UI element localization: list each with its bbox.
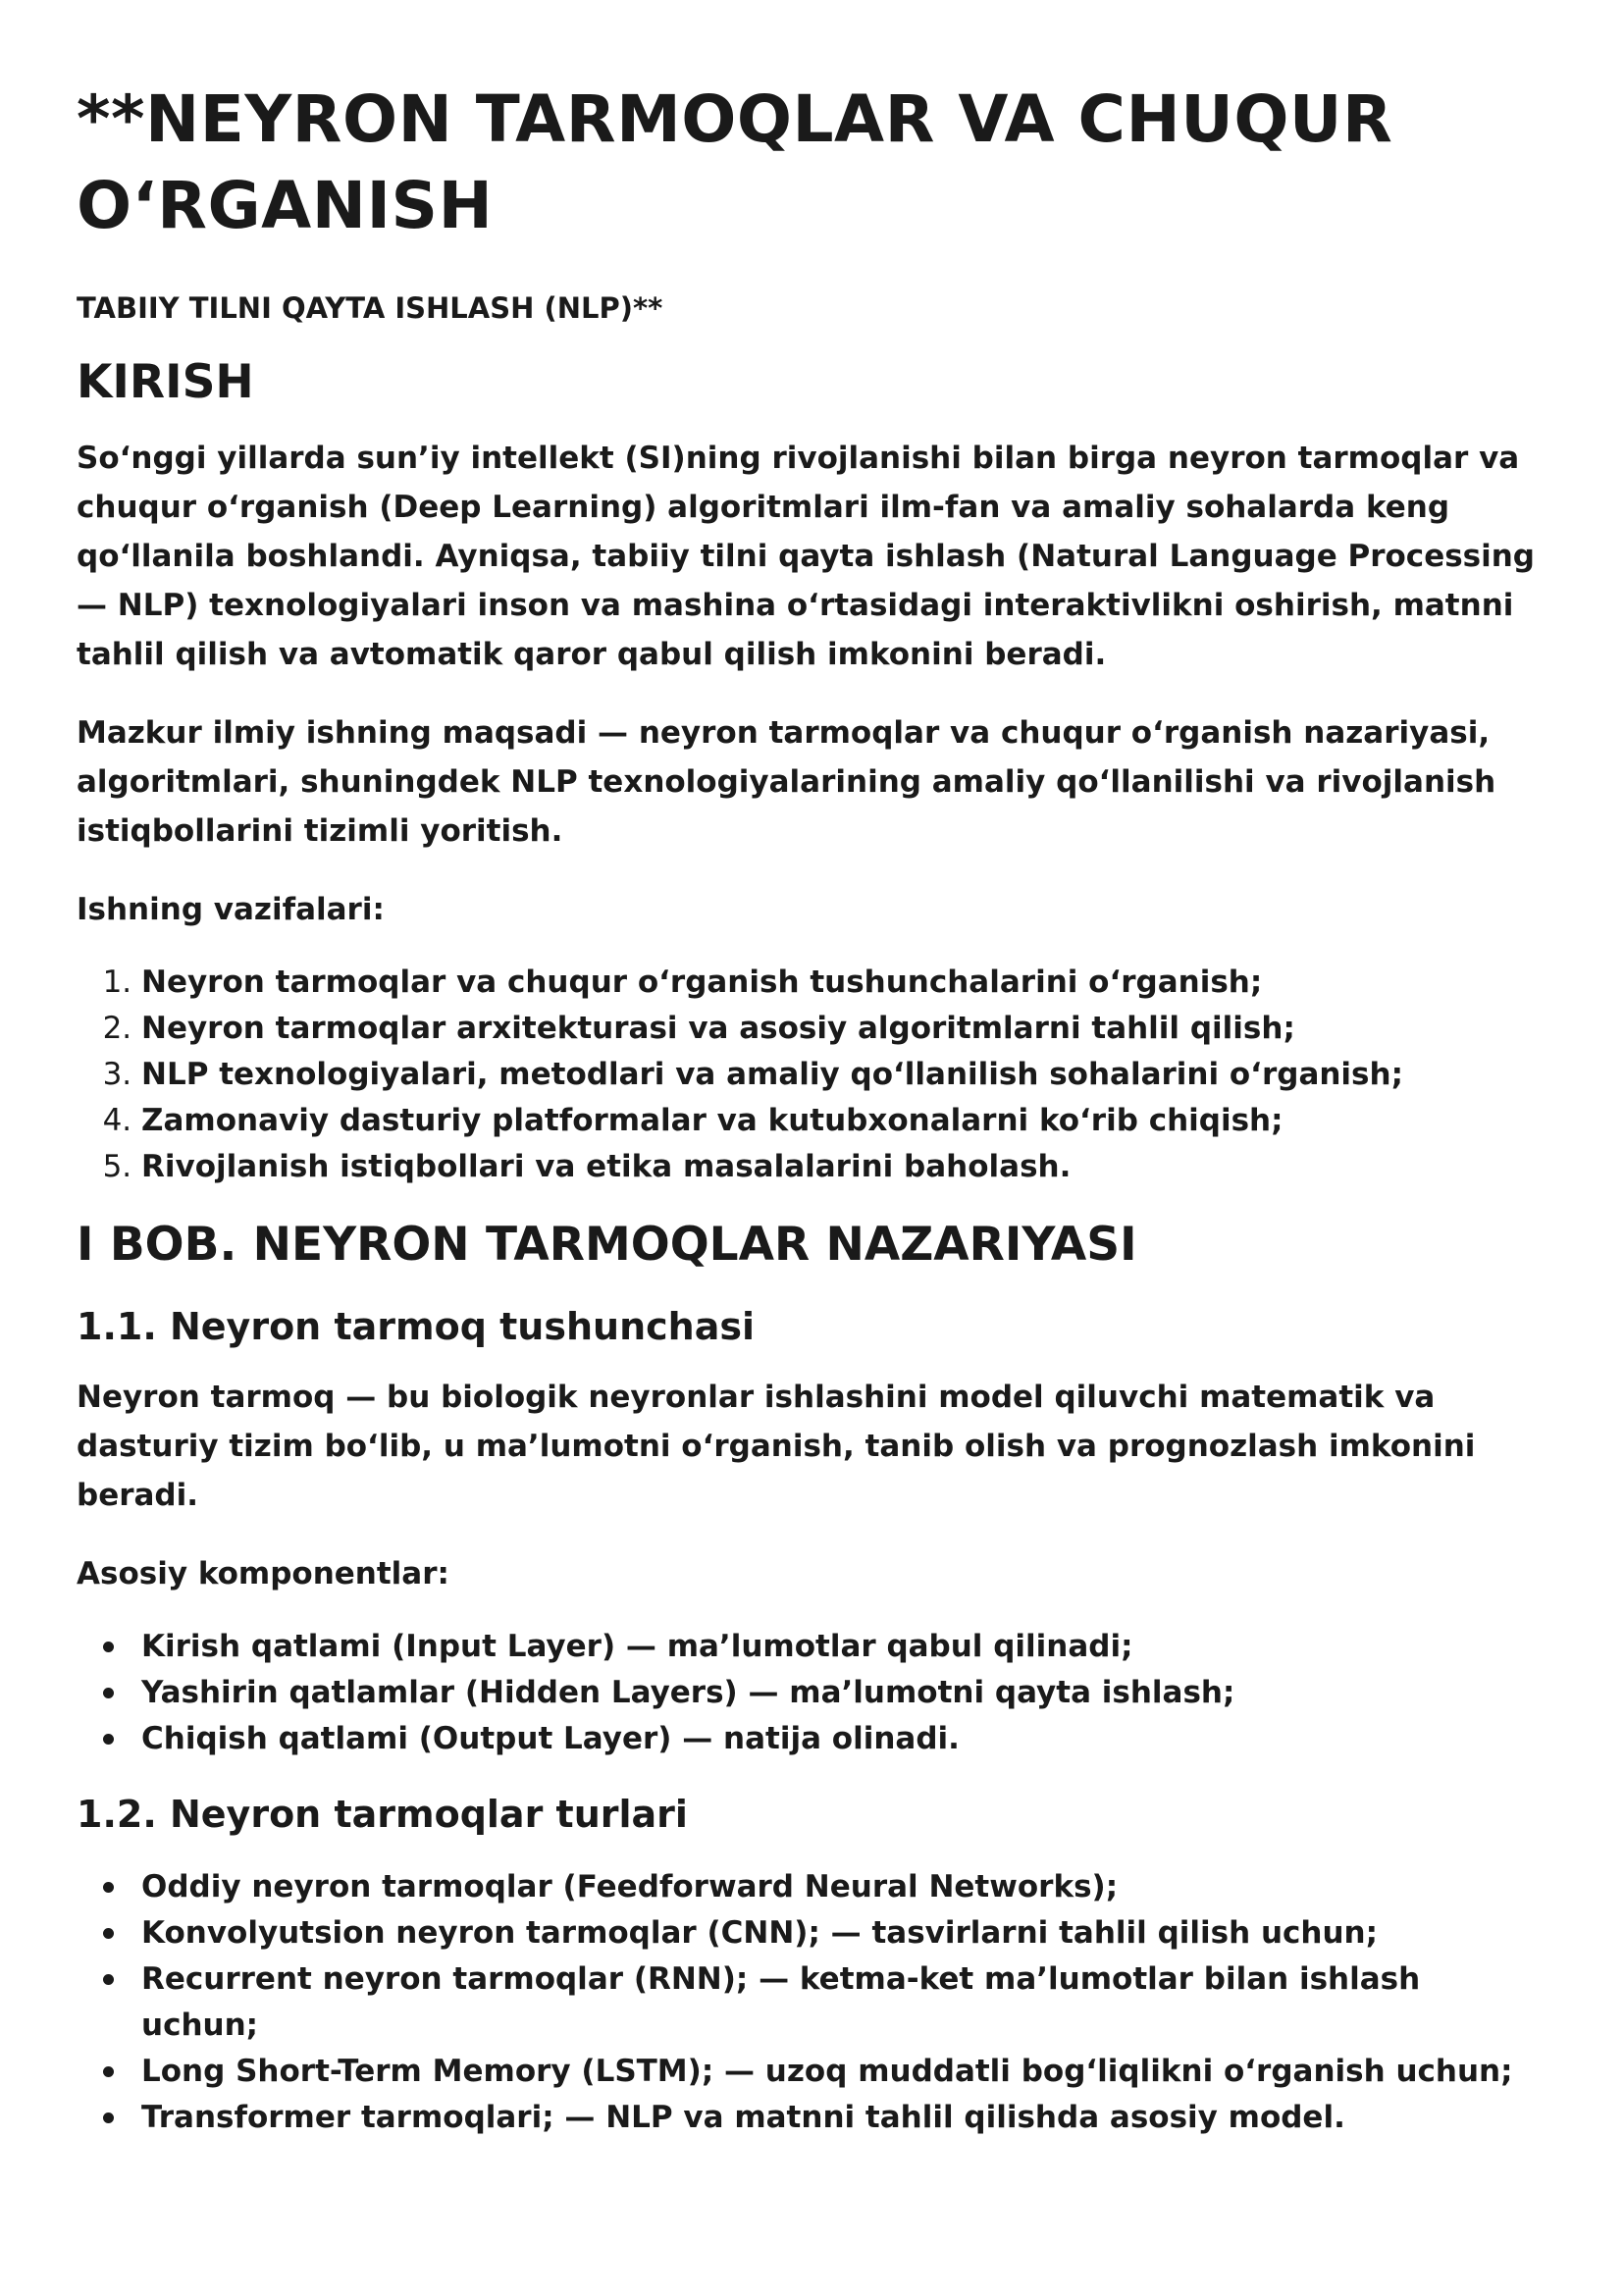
- intro-heading: KIRISH: [77, 355, 254, 409]
- bullet-icon: [103, 1642, 114, 1652]
- tasks-label: Ishning vazifalari:: [77, 892, 385, 927]
- components-label: Asosiy komponentlar:: [77, 1556, 449, 1591]
- chapter-1-heading: I BOB. NEYRON TARMOQLAR NAZARIYASI: [77, 1218, 1137, 1272]
- bullet-icon: [103, 2112, 114, 2123]
- list-item-text: Oddiy neyron tarmoqlar (Feedforward Neural Networks);: [141, 1869, 1119, 1904]
- intro-paragraph-1: So‘nggi yillarda sun’iy intellekt (SI)ning rivojlanishi bilan birga neyron tarmoqlar va chuqur o‘rganish (Deep Learning) algoritmlari ilm-fan va amaliy sohalarda keng qo‘llanila boshlandi. Ayniqsa, tabiiy tilni qayta ishlash (Natural Language Processing — NLP) texnologiyalari inson va mashina o‘rtasidagi interaktivlikni oshirish, matnni tahlil qilish va avtomatik qaror qabul qilish imkonini beradi.: [77, 441, 1536, 672]
- list-item: [141, 1864, 1545, 1910]
- document-title: **NEYRON TARMOQLAR VA CHUQUR O‘RGANISH: [77, 81, 1393, 243]
- intro-paragraph-2: Mazkur ilmiy ishning maqsadi — neyron tarmoqlar va chuqur o‘rganish nazariyasi, algoritmlari, shuningdek NLP texnologiyalarining amaliy qo‘llanilishi va rivojlanish istiqbollarini tizimli yoritish.: [77, 715, 1496, 849]
- bullet-icon: [103, 1688, 114, 1698]
- list-item-text: Transformer tarmoqlari; — NLP va matnni tahlil qilishda asosiy model.: [141, 2100, 1345, 2135]
- bullet-icon: [103, 1882, 114, 1893]
- list-item: [141, 1716, 1545, 1762]
- list-item: 5. Rivojlanish istiqbollari va etika masalalarini baholash.: [141, 1144, 1545, 1190]
- bullet-icon: [103, 1928, 114, 1939]
- network-types-list: [77, 1864, 1545, 2141]
- bullet-icon: [103, 1974, 114, 1985]
- list-item: 3. NLP texnologiyalari, metodlari va amaliy qo‘llanilish sohalarini o‘rganish;: [141, 1052, 1545, 1098]
- list-item-text: Kirish qatlami (Input Layer) — ma’lumotlar qabul qilinadi;: [141, 1629, 1133, 1664]
- list-item: [141, 1624, 1545, 1670]
- list-item: [141, 2095, 1545, 2141]
- components-list: [77, 1624, 1545, 1762]
- tasks-list: [77, 960, 1545, 1190]
- list-item-text: Chiqish qatlami (Output Layer) — natija olinadi.: [141, 1721, 960, 1756]
- document-subtitle: TABIIY TILNI QAYTA ISHLASH (NLP)**: [77, 291, 663, 325]
- list-item: [141, 1670, 1545, 1716]
- bullet-icon: [103, 1734, 114, 1745]
- list-item: [141, 1910, 1545, 1956]
- section-1-1-heading: 1.1. Neyron tarmoq tushunchasi: [77, 1305, 755, 1348]
- list-item: [141, 1956, 1545, 2049]
- list-item-text: Yashirin qatlamlar (Hidden Layers) — ma’lumotni qayta ishlash;: [141, 1675, 1235, 1710]
- list-item: [141, 2049, 1545, 2095]
- bullet-icon: [103, 2066, 114, 2077]
- list-item: 2. Neyron tarmoqlar arxitekturasi va asosiy algoritmlarni tahlil qilish;: [141, 1006, 1545, 1052]
- list-item: 1. Neyron tarmoqlar va chuqur o‘rganish tushunchalarini o‘rganish;: [141, 960, 1545, 1006]
- list-item: 4. Zamonaviy dasturiy platformalar va kutubxonalarni ko‘rib chiqish;: [141, 1098, 1545, 1144]
- list-item-text: Long Short-Term Memory (LSTM); — uzoq muddatli bog‘liqlikni o‘rganish uchun;: [141, 2054, 1513, 2089]
- section-1-2-heading: 1.2. Neyron tarmoqlar turlari: [77, 1793, 688, 1836]
- list-item-text: Konvolyutsion neyron tarmoqlar (CNN); — tasvirlarni tahlil qilish uchun;: [141, 1915, 1378, 1951]
- section-1-1-paragraph: Neyron tarmoq — bu biologik neyronlar ishlashini model qiluvchi matematik va dasturiy tizim bo‘lib, u ma’lumotni o‘rganish, tanib olish va prognozlash imkonini beradi.: [77, 1380, 1476, 1513]
- list-item-text: Recurrent neyron tarmoqlar (RNN); — ketma-ket ma’lumotlar bilan ishlash uchun;: [141, 1961, 1421, 2043]
